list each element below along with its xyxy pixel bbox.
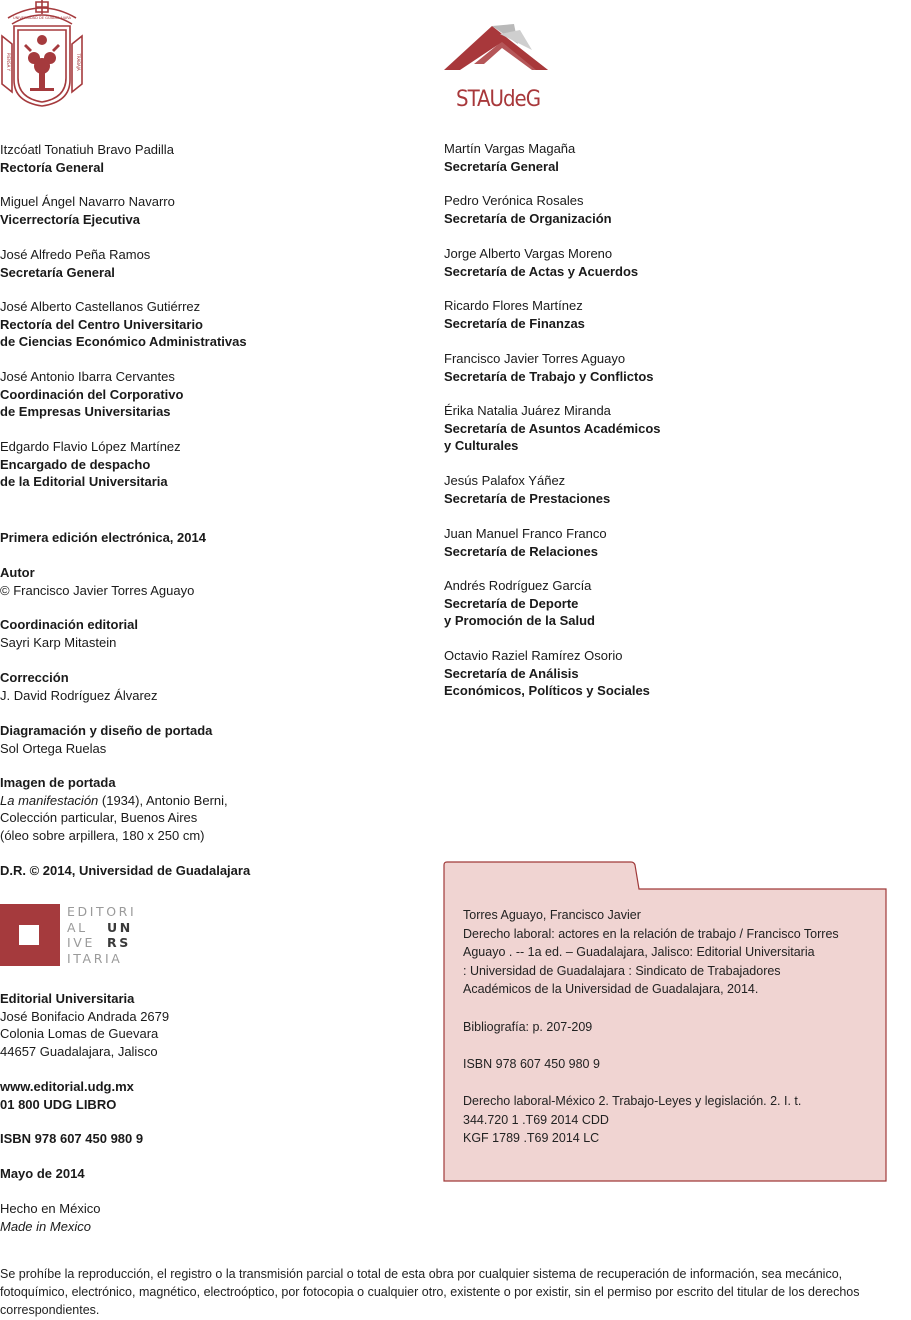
official-entry [444,245,638,280]
staudeg-logo [440,20,552,116]
editorial-universitaria-logo [0,904,60,966]
official-name: Pedro Verónica Rosales [444,193,584,208]
official-title: Coordinación del Corporativo [0,386,184,402]
catalog-bibliography: Bibliografía: p. 207-209 [463,1019,593,1034]
official-title: Secretaría de Organización [444,210,612,226]
credit-label: Autor [0,565,35,580]
isbn-note [0,1130,143,1148]
official-name: Andrés Rodríguez García [444,578,592,593]
official-entry [0,438,181,491]
rights-note [0,862,250,880]
credit-value: © Francisco Javier Torres Aguayo [0,582,195,598]
catalog-line: : Universidad de Guadalajara : Sindicato de Trabajadores [463,963,781,978]
catalog-classification: 344.720 1 .T69 2014 CDD [463,1112,609,1127]
credit-value: (óleo sobre arpillera, 180 x 250 cm) [0,827,205,843]
official-name: Edgardo Flavio López Martínez [0,439,181,454]
official-title: Rectoría del Centro Universitario [0,316,203,332]
credit-label: Corrección [0,670,69,685]
official-title: Rectoría General [0,159,105,175]
correction-credit [0,669,158,704]
official-name: Itzcóatl Tonatiuh Bravo Padilla [0,142,174,157]
official-name: Jesús Palafox Yáñez [444,473,566,488]
official-name: Octavio Raziel Ramírez Osorio [444,648,623,663]
logo-word: ITARIA [67,950,123,966]
official-title: Secretaría de Trabajo y Conflictos [444,368,654,384]
official-title: Secretaría de Prestaciones [444,490,611,506]
official-title: Secretaría General [444,158,559,174]
design-credit [0,722,212,757]
coordination-credit [0,616,138,651]
official-title: Encargado de despacho [0,456,151,472]
official-name: Miguel Ángel Navarro Navarro [0,194,175,209]
date-text: Mayo de 2014 [0,1166,85,1181]
official-title: de Ciencias Económico Administrativas [0,334,247,349]
logo-word: EDITORI [67,904,137,919]
credit-value: Sol Ortega Ruelas [0,740,107,756]
publisher-address [0,990,169,1060]
official-title: Secretaría de Finanzas [444,315,585,331]
phone-number: 01 800 UDG LIBRO [0,1096,117,1112]
date-note [0,1165,85,1183]
cover-work-title: La manifestación [0,792,99,808]
official-title: y Promoción de la Salud [444,613,595,628]
website-link[interactable]: www.editorial.udg.mx [0,1079,134,1094]
logo-word: IVE [67,935,95,950]
official-entry [0,141,174,176]
isbn-text: ISBN 978 607 450 980 9 [0,1131,144,1146]
credit-label: Diagramación y diseño de portada [0,723,213,738]
credit-value: Sayri Karp Mitastein [0,634,117,650]
official-title: de Empresas Universitarias [0,404,171,419]
publisher-name: Editorial Universitaria [0,991,135,1006]
logo-word: AL [67,919,88,935]
official-entry [0,193,175,228]
address-line: José Bonifacio Andrada 2679 [0,1008,170,1024]
official-name: Érika Natalia Juárez Miranda [444,403,611,418]
catalog-classification: KGF 1789 .T69 2014 LC [463,1131,600,1146]
official-name: José Alfredo Peña Ramos [0,247,151,262]
svg-text:STAUdeG: STAUdeG [456,87,541,112]
official-title: Secretaría de Análisis [444,665,579,681]
catalog-line: Académicos de la Universidad de Guadalajara, 2014. [463,982,759,997]
official-entry [0,246,150,281]
official-entry [444,472,610,507]
logo-square [19,925,39,945]
address-line: Colonia Lomas de Guevara [0,1026,159,1041]
official-name: Juan Manuel Franco Franco [444,526,607,541]
made-in-note [0,1200,100,1235]
official-entry [444,525,607,560]
catalog-line: Torres Aguayo, Francisco Javier [463,908,641,922]
svg-text:PIENSA Y: PIENSA Y [6,52,11,72]
credit-label: Coordinación editorial [0,617,138,632]
logo-word: UN [107,919,133,935]
address-line: 44657 Guadalajara, Jalisco [0,1043,158,1059]
official-entry [444,350,654,385]
author-credit [0,564,194,599]
official-name: José Antonio Ibarra Cervantes [0,369,175,384]
official-entry [444,192,612,227]
official-title: Económicos, Políticos y Sociales [444,683,650,698]
svg-text:UNIVERSIDAD DE GUADALAJARA: UNIVERSIDAD DE GUADALAJARA [12,16,72,20]
official-title: Secretaría de Relaciones [444,543,598,559]
publisher-contact [0,1078,134,1113]
official-name: Martín Vargas Magaña [444,141,576,156]
editorial-logo-wordmark [67,904,136,966]
official-title: Secretaría General [0,264,115,280]
catalog-isbn: ISBN 978 607 450 980 9 [463,1056,600,1071]
catalog-record [463,906,875,1148]
credit-value [0,792,228,810]
official-entry [444,647,650,700]
made-in-english: Made in Mexico [0,1218,92,1234]
official-title: Vicerrectoría Ejecutiva [0,211,140,227]
official-title: Secretaría de Asuntos Académicos [444,420,661,436]
official-entry [444,140,575,175]
catalog-line: Derecho laboral: actores en la relación de trabajo / Francisco Torres [463,926,839,941]
official-name: Ricardo Flores Martínez [444,298,583,313]
official-entry [0,368,183,421]
official-title: Secretaría de Deporte [444,595,579,611]
official-entry [444,297,585,332]
rights-text: D.R. © 2014, Universidad de Guadalajara [0,863,251,878]
edition-text: Primera edición electrónica, 2014 [0,530,206,545]
svg-text:TRABAJA: TRABAJA [76,53,81,71]
credit-label: Imagen de portada [0,775,116,790]
official-entry [444,577,595,630]
official-name: Jorge Alberto Vargas Moreno [444,246,613,261]
cover-image-credit [0,774,228,844]
official-name: José Alberto Castellanos Gutiérrez [0,299,201,314]
logo-word: RS [107,935,131,950]
official-name: Francisco Javier Torres Aguayo [444,351,626,366]
official-entry [0,298,247,351]
official-title: Secretaría de Actas y Acuerdos [444,263,639,279]
catalog-line: Aguayo . -- 1a ed. – Guadalajara, Jalisco: Editorial Universitaria [463,945,815,960]
copyright-notice: Se prohíbe la reproducción, el registro o la transmisión parcial o total de esta obra por cualquier sistema de recuperación de información, sea mecánico, fotoquímico, electrónico, magnético, electroóptico, por fotocopia o cualquier otro, existente o por existir, sin el permiso por escrito del titular de los derechos correspondientes. [0,1267,860,1317]
made-in-spanish: Hecho en México [0,1201,101,1216]
official-entry [444,402,661,455]
cover-work-details: (1934), Antonio Berni, [98,792,228,808]
official-title: y Culturales [444,438,519,453]
catalog-subjects: Derecho laboral-México 2. Trabajo-Leyes y legislación. 2. I. t. [463,1093,802,1108]
credit-value: Colección particular, Buenos Aires [0,810,198,825]
credit-value: J. David Rodríguez Álvarez [0,687,158,703]
universidad-de-guadalajara-crest [0,0,84,110]
edition-note [0,529,206,547]
official-title: de la Editorial Universitaria [0,474,168,489]
